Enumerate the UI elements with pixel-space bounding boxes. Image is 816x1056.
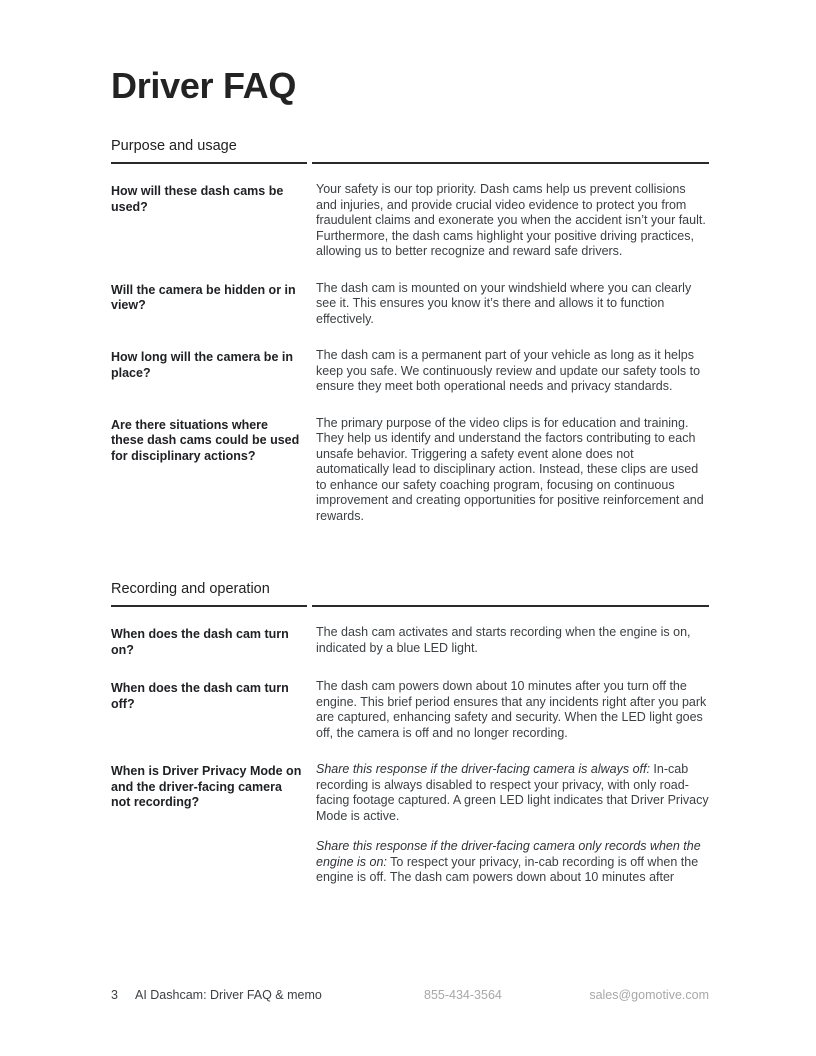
section-heading: Recording and operation bbox=[111, 581, 270, 597]
footer-left-group bbox=[111, 988, 322, 1003]
faq-row bbox=[111, 281, 709, 328]
answer-paragraph bbox=[316, 839, 709, 886]
answer-paragraph bbox=[316, 348, 709, 395]
answer-italic-lead: Share this response if the driver-facing camera only records when the engine is on: bbox=[316, 839, 701, 869]
page-footer bbox=[111, 988, 709, 1004]
answer-text-run: In-cab recording is always disabled to respect your privacy, with only road-facing footage captured. A green LED light indicates that Driver Privacy Mode is active. bbox=[316, 762, 709, 823]
faq-answer bbox=[316, 762, 709, 886]
faq-row bbox=[111, 762, 709, 886]
footer-email: sales@gomotive.com bbox=[589, 988, 709, 1002]
faq-question: How will these dash cams be used? bbox=[111, 184, 284, 214]
faq-question: When does the dash cam turn on? bbox=[111, 627, 289, 657]
section-heading: Purpose and usage bbox=[111, 138, 237, 154]
faq-rows bbox=[111, 625, 709, 886]
page-title: Driver FAQ bbox=[111, 65, 297, 106]
faq-question: How long will the camera be in place? bbox=[111, 350, 293, 380]
faq-row bbox=[111, 679, 709, 741]
divider-left-segment bbox=[111, 162, 307, 164]
answer-text-run: The dash cam is a permanent part of your vehicle as long as it helps keep you safe. We continuously review and update our safety tools to ensure they meet both operational needs and privacy standards. bbox=[316, 348, 701, 393]
faq-answer bbox=[316, 281, 709, 328]
faq-answer bbox=[316, 625, 709, 656]
answer-text-run: The primary purpose of the video clips is for education and training. They help us identify and understand the factors contributing to each unsafe behavior. Triggering a safety event alone does not automatically lead to disciplinary action. Instead, these clips are used to enhance our safety coaching program, focusing on continuous improvement and creating opportunities for positive reinforcement and rewards. bbox=[316, 415, 704, 523]
divider-right-segment bbox=[312, 162, 709, 164]
faq-row bbox=[111, 348, 709, 395]
answer-paragraph bbox=[316, 182, 709, 260]
faq-answer bbox=[316, 182, 709, 260]
answer-text-run: The dash cam is mounted on your windshield where you can clearly see it. This ensures you know it’s there and allows it to function effectively. bbox=[316, 280, 692, 326]
footer-doc-title: AI Dashcam: Driver FAQ & memo bbox=[135, 988, 322, 1002]
faq-question: Will the camera be hidden or in view? bbox=[111, 282, 296, 312]
faq-row bbox=[111, 416, 709, 525]
answer-paragraph bbox=[316, 679, 709, 741]
document-page bbox=[111, 0, 709, 886]
answer-paragraph bbox=[316, 416, 709, 525]
answer-text-run: Your safety is our top priority. Dash cams help us prevent collisions and injuries, and provide crucial video evidence to protect you from fraudulent claims and exonerate you when the accident isn’t your fault. Furthermore, the dash cams highlight your positive driving practices, allowing us to better recognize and reward safe drivers. bbox=[316, 182, 706, 258]
answer-paragraph bbox=[316, 281, 709, 328]
faq-rows bbox=[111, 182, 709, 524]
divider-left-segment bbox=[111, 605, 307, 607]
answer-text-run: The dash cam activates and starts recording when the engine is on, indicated by a blue LED light. bbox=[316, 625, 691, 655]
answer-text-run: To respect your privacy, in-cab recording is off when the engine is off. The dash cam powers down about 10 minutes after bbox=[316, 854, 699, 884]
faq-sections bbox=[111, 137, 709, 886]
section-divider bbox=[111, 162, 709, 164]
footer-page-number: 3 bbox=[111, 988, 118, 1002]
faq-question: When does the dash cam turn off? bbox=[111, 681, 289, 711]
faq-section bbox=[111, 580, 709, 886]
footer-phone: 855-434-3564 bbox=[424, 988, 502, 1002]
answer-text-run: The dash cam powers down about 10 minutes after you turn off the engine. This brief period ensures that any incidents right after you park are captured, enhancing safety and security. When the LED light goes off, the camera is off and no longer recording. bbox=[316, 679, 707, 740]
faq-answer bbox=[316, 416, 709, 525]
faq-answer bbox=[316, 679, 709, 741]
answer-italic-lead: Share this response if the driver-facing camera is always off: bbox=[316, 762, 650, 776]
answer-paragraph bbox=[316, 625, 709, 656]
divider-right-segment bbox=[312, 605, 709, 607]
faq-section bbox=[111, 137, 709, 524]
faq-question: Are there situations where these dash cams could be used for disciplinary actions? bbox=[111, 417, 300, 463]
faq-row bbox=[111, 625, 709, 658]
section-divider bbox=[111, 605, 709, 607]
faq-question: When is Driver Privacy Mode on and the driver-facing camera not recording? bbox=[111, 764, 302, 809]
faq-answer bbox=[316, 348, 709, 395]
answer-paragraph bbox=[316, 762, 709, 824]
faq-row bbox=[111, 182, 709, 260]
